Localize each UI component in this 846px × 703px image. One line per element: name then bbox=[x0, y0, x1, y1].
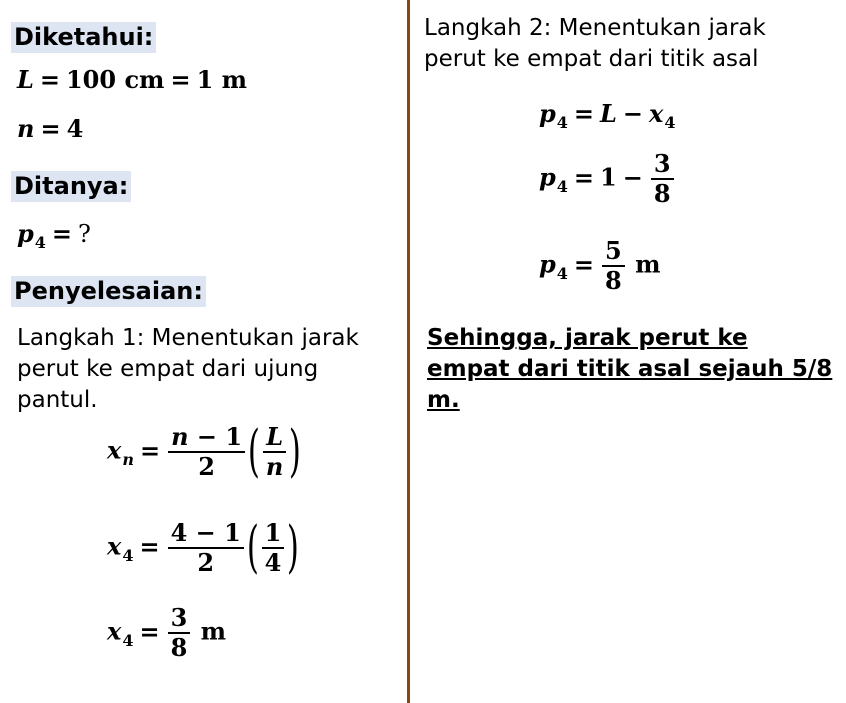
solution-heading: Penyelesaian: bbox=[11, 276, 206, 307]
step1-text: Langkah 1: Menentukan jarak perut ke empat dari ujung pantul. bbox=[17, 325, 359, 413]
known-heading: Diketahui: bbox=[11, 22, 156, 53]
equation-xn-formula: $x_n$ = $\frac{n - 1}{2}$ ( $\frac{L}{n}$ ) bbox=[107, 419, 302, 484]
equation-n: n = 4 bbox=[17, 114, 84, 143]
conclusion-text: Sehingga, jarak perut ke empat dari titik asal sejauh 5/8 m. bbox=[427, 325, 833, 413]
equation-length: L = 100 cm = 1 m bbox=[17, 65, 248, 94]
equation-p4-result: $p_4$ = $\frac{5}{8}$ m bbox=[539, 236, 661, 295]
equation-asked: $p_4$ = ? bbox=[17, 219, 91, 252]
column-divider bbox=[407, 0, 410, 703]
equation-x4-result: $x_4$ = $\frac{3}{8}$ m bbox=[107, 603, 227, 662]
equation-p4-formula: $p_4 = L - x_4$ bbox=[539, 99, 676, 132]
step2-text: Langkah 2: Menentukan jarak perut ke empat dari titik asal bbox=[424, 15, 766, 72]
equation-x4-substitution: $x_4$ = $\frac{4 - 1}{2}$ ( $\frac{1}{4}$ ) bbox=[107, 515, 300, 580]
equation-p4-substitution: $p_4 = 1$ − $\frac{3}{8}$ bbox=[539, 153, 676, 205]
asked-heading: Ditanya: bbox=[11, 171, 131, 202]
